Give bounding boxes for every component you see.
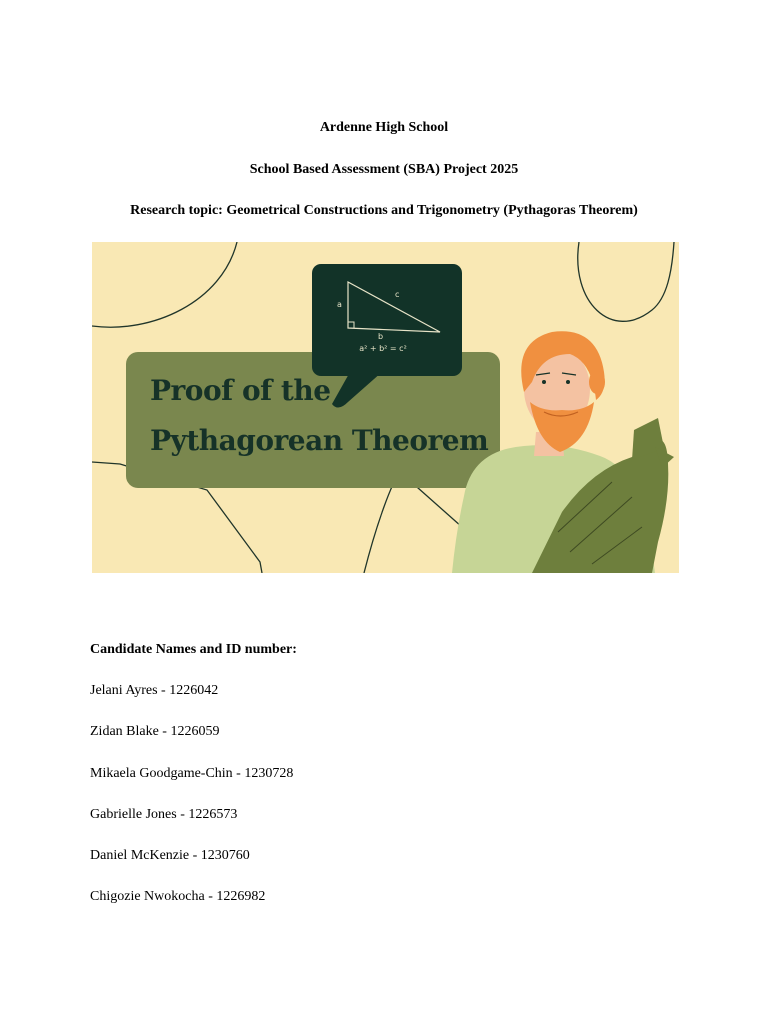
candidate-entry: Daniel McKenzie - 1230760 bbox=[90, 848, 250, 863]
candidates-heading: Candidate Names and ID number: bbox=[90, 642, 297, 657]
candidate-entry: Chigozie Nwokocha - 1226982 bbox=[90, 889, 266, 904]
cover-illustration bbox=[92, 242, 679, 573]
candidate-entry: Gabrielle Jones - 1226573 bbox=[90, 807, 238, 822]
triangle-label-c: c bbox=[395, 290, 400, 299]
research-topic: Research topic: Geometrical Constructions and Trigonometry (Pythagoras Theorem) bbox=[130, 203, 638, 218]
cover-illustration-graphic bbox=[92, 242, 679, 573]
school-name: Ardenne High School bbox=[319, 120, 449, 135]
triangle-label-a: a bbox=[337, 300, 342, 309]
candidate-entry: Jelani Ayres - 1226042 bbox=[90, 683, 219, 698]
assessment-title: School Based Assessment (SBA) Project 2025 bbox=[249, 162, 519, 177]
cover-title-line-2: Pythagorean Theorem bbox=[150, 424, 489, 457]
candidate-entry: Zidan Blake - 1226059 bbox=[90, 724, 220, 739]
cover-title-line-1: Proof of the bbox=[150, 374, 331, 407]
triangle-label-b: b bbox=[378, 332, 384, 341]
candidate-entry: Mikaela Goodgame-Chin - 1230728 bbox=[90, 766, 294, 781]
pythagorean-formula: a² + b² = c² bbox=[359, 344, 407, 353]
